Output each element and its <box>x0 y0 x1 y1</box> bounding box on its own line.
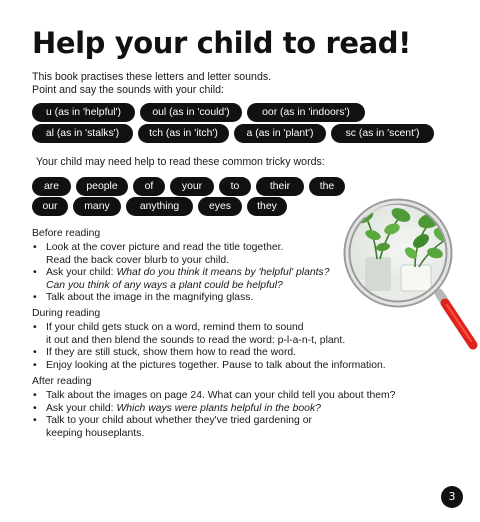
during-reading-section <box>32 308 386 372</box>
tricky-word-pill: anything <box>126 197 193 216</box>
sound-pill-sc: sc (as in 'scent') <box>331 124 434 143</box>
tricky-word-pill: to <box>219 177 251 196</box>
tricky-word-pill: of <box>133 177 165 196</box>
plant-photo <box>335 195 480 315</box>
before-reading-heading: Before reading <box>32 228 101 239</box>
page-title: Help your child to read! <box>32 26 411 60</box>
after-reading-item: • Talk about the images on page 24. What can your child tell you about them? <box>32 390 395 402</box>
after-reading-heading: After reading <box>32 376 92 387</box>
tricky-word-pill: eyes <box>198 197 242 216</box>
during-reading-item: • Enjoy looking at the pictures together. Pause to talk about the information. <box>32 360 386 372</box>
after-reading-item: • Talk to your child about whether they've tried gardening or keeping houseplants. <box>32 415 395 440</box>
tricky-word-pill: your <box>170 177 214 196</box>
after-reading-section <box>32 376 395 440</box>
during-reading-heading: During reading <box>32 308 101 319</box>
sound-pill-al: al (as in 'stalks') <box>32 124 133 143</box>
before-reading-item: • Ask your child: What do you think it means by 'helpful' plants? Can you think of any ways a plant could be helpful? <box>32 267 330 292</box>
before-reading-item: • Talk about the image in the magnifying glass. <box>32 292 330 304</box>
sound-pill-a: a (as in 'plant') <box>234 124 326 143</box>
magnifier-handle <box>439 293 473 345</box>
sound-pill-tch: tch (as in 'itch') <box>138 124 229 143</box>
intro-line-1: This book practises these letters and letter sounds. <box>32 71 272 83</box>
tricky-word-pill: many <box>73 197 121 216</box>
magnifying-glass-icon <box>335 195 480 355</box>
page-number-badge: 3 <box>441 486 463 508</box>
before-reading-section <box>32 228 330 304</box>
tricky-word-pill: are <box>32 177 71 196</box>
tricky-word-pill: our <box>32 197 68 216</box>
intro-line-2: Point and say the sounds with your child: <box>32 84 224 96</box>
tricky-word-pill: people <box>76 177 128 196</box>
tricky-word-pill: their <box>256 177 304 196</box>
tricky-words-intro: Your child may need help to read these common tricky words: <box>36 156 325 168</box>
sound-pill-oor: oor (as in 'indoors') <box>247 103 365 122</box>
tricky-word-pill: the <box>309 177 345 196</box>
after-reading-item: • Ask your child: Which ways were plants helpful in the book? <box>32 403 395 415</box>
intro-text <box>32 71 271 97</box>
sound-pill-u: u (as in 'helpful') <box>32 103 135 122</box>
sound-pill-oul: oul (as in 'could') <box>140 103 242 122</box>
tricky-word-pill: they <box>247 197 287 216</box>
during-reading-item: • If they are still stuck, show them how to read the word. <box>32 347 386 359</box>
during-reading-item: • If your child gets stuck on a word, remind them to sound it out and then blend the sounds to read the word: p-l-a-n-t, plant. <box>32 322 386 347</box>
before-reading-item: • Look at the cover picture and read the title together. Read the back cover blurb to your child. <box>32 242 330 267</box>
